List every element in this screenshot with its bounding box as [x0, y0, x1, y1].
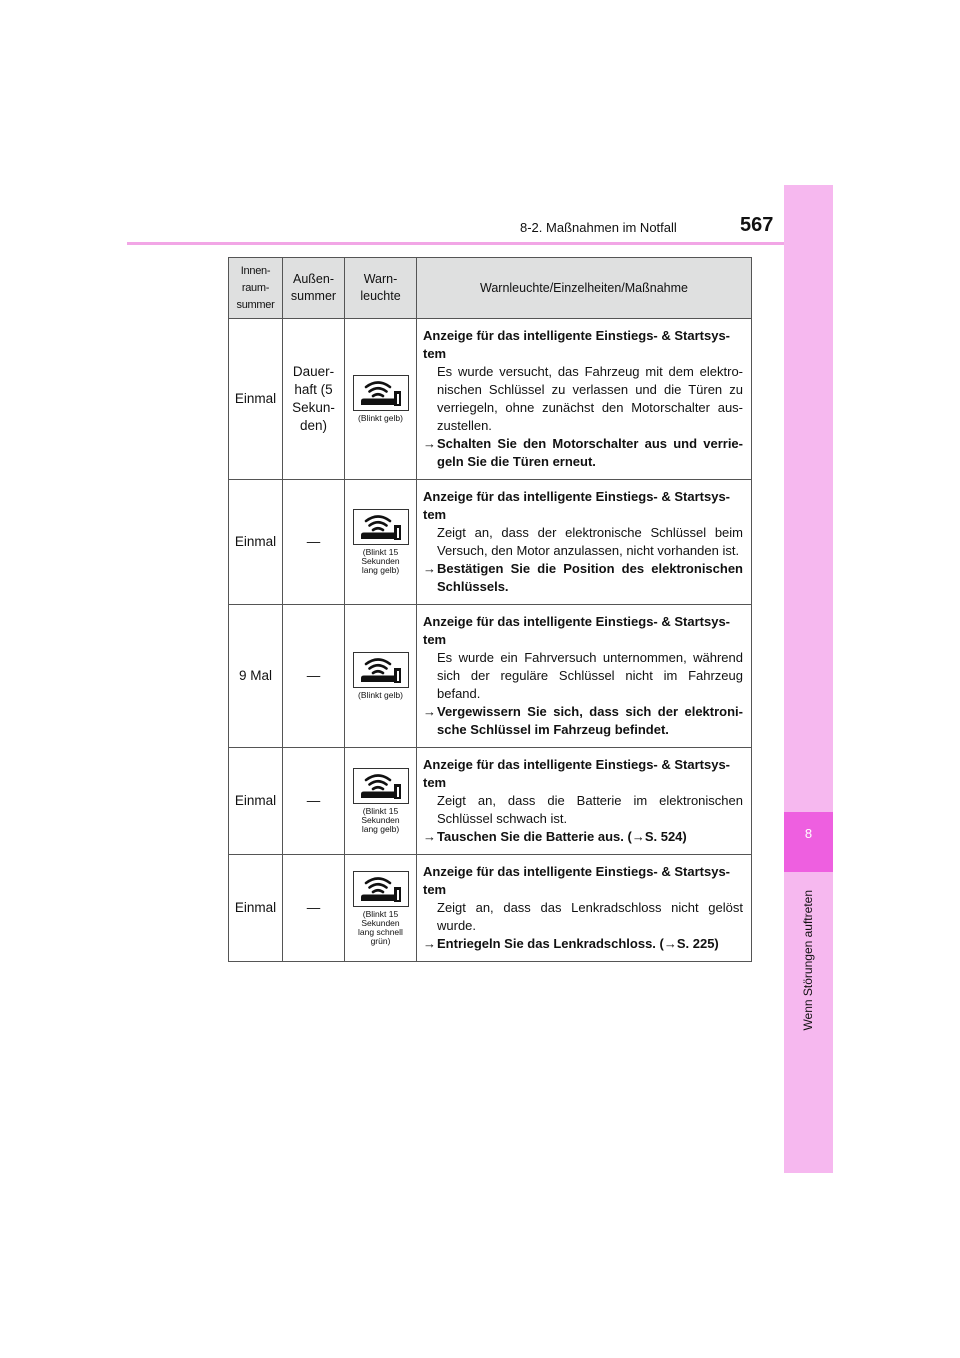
description-action: →Entriegeln Sie das Lenkradschloss. (→S. 225) [423, 936, 719, 951]
lamp-note: (Blinkt 15 Sekunden lang gelb) [361, 806, 400, 834]
chapter-tab[interactable] [784, 812, 833, 872]
table-row [229, 855, 752, 962]
warning-lamp-cell [345, 480, 417, 605]
chapter-vertical-title-wrap [780, 890, 836, 1150]
description-cell [417, 480, 752, 605]
inner-buzzer-cell: Einmal [229, 319, 283, 480]
arrow-icon: → [423, 936, 436, 951]
table-row [229, 605, 752, 748]
description-body: Es wurde versucht, das Fahrzeug mit dem elektro-nischen Schlüssel zu verlassen und die Türen zu verriegeln, ohne zunächst den Motorschalter aus-zustellen. [437, 364, 743, 433]
table-row [229, 319, 752, 480]
description-action: →Bestätigen Sie die Position des elektronischen Schlüssels. [423, 561, 743, 594]
lamp-note: (Blinkt 15 Sekunden lang gelb) [361, 547, 400, 575]
warning-lamp-cell [345, 319, 417, 480]
lamp-note: (Blinkt gelb) [358, 690, 403, 700]
warning-table [228, 257, 752, 962]
inner-buzzer-cell: Einmal [229, 855, 283, 962]
description-title: Anzeige für das intelligente Einstiegs- & Startsys-tem [423, 864, 731, 897]
lamp-note: (Blinkt 15 Sekunden lang schnell grün) [358, 908, 403, 946]
outer-buzzer-cell: — [283, 480, 345, 605]
description-action: →Tauschen Sie die Batterie aus. (→S. 524) [423, 829, 687, 844]
description-action: →Schalten Sie den Motorschalter aus und verrie-geln Sie die Türen erneut. [423, 436, 743, 469]
description-title: Anzeige für das intelligente Einstiegs- & Startsys-tem [423, 489, 731, 522]
lamp-note: (Blinkt gelb) [358, 413, 403, 423]
description-action: →Vergewissern Sie sich, dass sich der elektroni-sche Schlüssel im Fahrzeug befindet. [423, 704, 743, 737]
description-body: Zeigt an, dass das Lenkradschloss nicht gelöst wurde. [437, 900, 743, 933]
section-title: 8-2. Maßnahmen im Notfall [520, 220, 677, 235]
header-warning-lamp: Warn- leuchte [345, 258, 417, 319]
header-rule [127, 242, 833, 245]
description-title: Anzeige für das intelligente Einstiegs- & Startsys-tem [423, 757, 731, 790]
smart-key-indicator-icon [353, 768, 409, 804]
description-cell [417, 748, 752, 855]
smart-key-indicator-icon [353, 871, 409, 907]
smart-key-indicator-icon [353, 375, 409, 411]
description-cell [417, 855, 752, 962]
chapter-number: 8 [804, 826, 813, 841]
arrow-icon: → [423, 829, 436, 844]
arrow-icon: → [423, 561, 436, 576]
description-title: Anzeige für das intelligente Einstiegs- & Startsys-tem [423, 328, 731, 361]
smart-key-indicator-icon [353, 509, 409, 545]
description-body: Zeigt an, dass der elektronische Schlüssel beim Versuch, den Motor anzulassen, nicht vorhanden ist. [437, 525, 743, 558]
chapter-vertical-title: Wenn Störungen auftreten [801, 890, 815, 1031]
warning-lamp-cell [345, 748, 417, 855]
inner-buzzer-cell: 9 Mal [229, 605, 283, 748]
inner-buzzer-cell: Einmal [229, 748, 283, 855]
smart-key-indicator-icon [353, 652, 409, 688]
page-number: 567 [740, 214, 774, 236]
table-header-row [229, 258, 752, 319]
warning-lamp-cell [345, 855, 417, 962]
description-cell [417, 605, 752, 748]
header-description: Warnleuchte/Einzelheiten/Maßnahme [417, 258, 752, 319]
description-cell [417, 319, 752, 480]
outer-buzzer-cell: — [283, 748, 345, 855]
arrow-icon: → [423, 704, 436, 719]
header-inner-buzzer: Innen- raum- summer [229, 258, 283, 319]
table-row [229, 748, 752, 855]
description-title: Anzeige für das intelligente Einstiegs- & Startsys-tem [423, 614, 731, 647]
warning-lamp-cell [345, 605, 417, 748]
header-outer-buzzer: Außen- summer [283, 258, 345, 319]
inner-buzzer-cell: Einmal [229, 480, 283, 605]
outer-buzzer-cell: Dauer- haft (5 Sekun- den) [283, 319, 345, 480]
description-body: Es wurde ein Fahrversuch unternommen, während sich der reguläre Schlüssel nicht im Fahrzeug befand. [437, 650, 743, 701]
outer-buzzer-cell: — [283, 855, 345, 962]
description-body: Zeigt an, dass die Batterie im elektronischen Schlüssel schwach ist. [437, 793, 743, 826]
table-row [229, 480, 752, 605]
outer-buzzer-cell: — [283, 605, 345, 748]
arrow-icon: → [423, 436, 436, 451]
